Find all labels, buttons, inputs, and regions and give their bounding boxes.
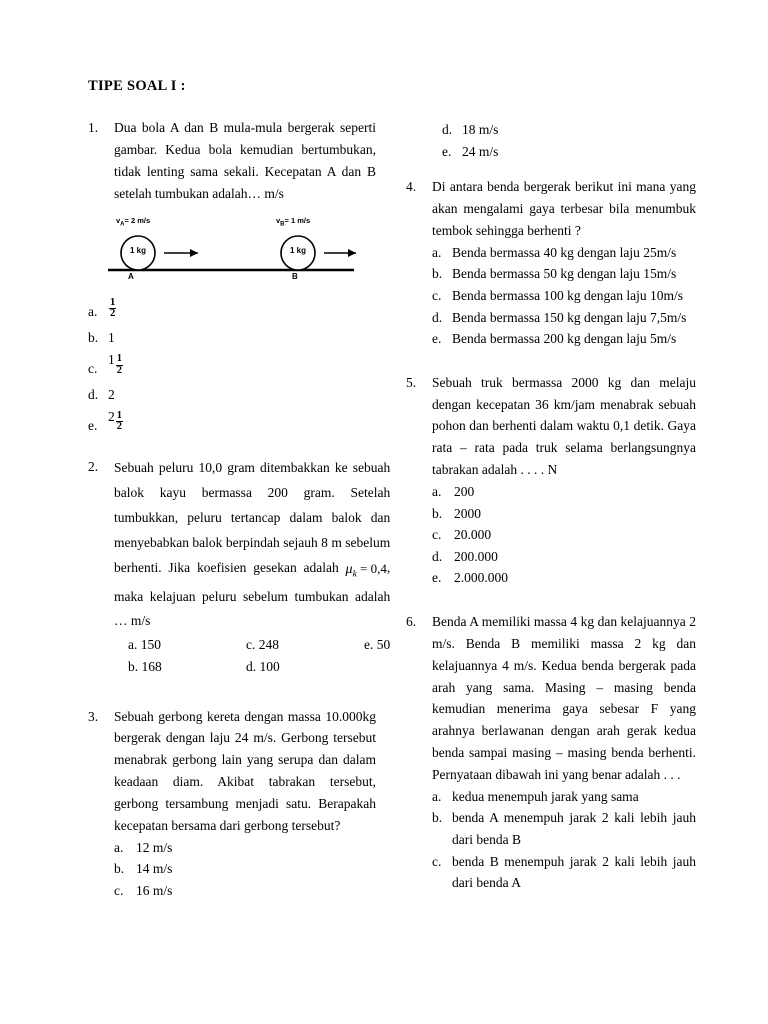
option-text: benda B menempuh jarak 2 kali lebih jauh dari benda A	[452, 853, 696, 891]
option-text: 18 m/s	[462, 122, 499, 137]
option-text: Benda bermassa 40 kg dengan laju 25m/s	[452, 244, 677, 260]
fraction: $\frac{1}{2}$	[110, 296, 116, 320]
option-item	[432, 524, 696, 546]
question-5-options	[432, 481, 696, 589]
page-title: TIPE SOAL I :	[88, 78, 186, 94]
question-4-options	[432, 242, 696, 350]
option-text: benda A menempuh jarak 2 kali lebih jauh dari benda B	[452, 810, 696, 848]
option-value: 1 $\frac{1}{2}$	[108, 352, 123, 376]
option-label: e.	[432, 570, 442, 586]
option-item	[88, 380, 376, 406]
option-text: 20.000	[454, 527, 492, 543]
fraction: $\frac{1}{2}$	[116, 353, 123, 376]
option-item	[432, 328, 696, 350]
question-1-text: Dua bola A dan B mula-mula bergerak seperti gambar. Kedua bola kemudian bertumbukan, tidak lenting sama sekali. Kecepatan A dan B setelah tumbukan adalah… m/s	[114, 120, 376, 201]
option-item	[432, 285, 696, 307]
option-item: d. 100	[246, 659, 280, 675]
option-label: e.	[88, 417, 98, 433]
option-item	[432, 242, 696, 264]
option-text: Benda bermassa 200 kg dengan laju 5m/s	[452, 331, 677, 347]
question-3-options-continued	[406, 119, 696, 162]
option-text: kedua menempuh jarak yang sama	[452, 788, 639, 804]
option-label: e.	[432, 331, 442, 347]
question-3-text: Sebuah gerbong kereta dengan massa 10.000kg bergerak dengan laju 24 m/s. Gerbong tersebut menabrak gerbong lain yang serupa dan dalam keadaan diam. Akibat tabrakan tersebut, gerbong tersambung menjadi satu. Berapakah kecepatan bersama dari gerbong tersebut?	[114, 708, 376, 833]
option-label: a.	[114, 839, 124, 855]
option-label: a.	[432, 788, 442, 804]
option-label: d.	[442, 122, 453, 137]
option-item	[432, 503, 696, 525]
question-6-text: Benda A memiliki massa 4 kg dan kelajuannya 2 m/s. Benda B memiliki massa 2 kg dan kelajuannya 4 m/s. Kedua benda bergerak pada arah yang sama. Masing – masing benda kemudian menerima gaya sebesar F yang arahnya berlawanan dengan arah gerak kedua benda sampai masing – masing benda berhenti. Pernyataan dibawah ini yang benar adalah . . .	[432, 614, 696, 783]
option-label: a.	[88, 304, 98, 320]
option-label: b.	[432, 505, 443, 521]
option-item	[442, 119, 696, 141]
option-item	[88, 349, 376, 380]
option-item: b. 168	[128, 659, 162, 675]
option-value: 1	[108, 330, 115, 346]
option-item	[432, 807, 696, 850]
fraction: $\frac{1}{2}$	[116, 409, 123, 433]
question-2-text-part1: Sebuah peluru 10,0 gram ditembakkan ke sebuah balok kayu bermassa 200 gram. Setelah tumbukkan, peluru tertancap dalam balok dan menyebabkan balok berpindah sejauh 8 m sebelum berhenti. Jika koefisien gesekan adalah	[114, 460, 391, 576]
option-label: c.	[114, 882, 124, 898]
right-column	[406, 117, 696, 908]
question-2-options	[114, 634, 390, 677]
option-item	[114, 837, 376, 859]
option-text: 24 m/s	[462, 143, 499, 159]
option-item	[432, 786, 696, 808]
option-value	[108, 292, 376, 323]
velocity-label-b: $v_B= 1$ m/s	[276, 216, 311, 228]
question-4-text: Di antara benda bergerak berikut ini mana yang akan mengalami gaya terbesar bila menumbuk tembok sehingga berhenti ?	[432, 179, 696, 238]
question-5-number: 5.	[406, 374, 417, 390]
option-item	[432, 546, 696, 568]
question-6	[406, 611, 696, 894]
velocity-label-a: $v_A= 2$ m/s	[116, 216, 151, 228]
question-1	[88, 117, 376, 204]
option-label: c.	[432, 287, 442, 303]
collision-diagram	[106, 218, 364, 286]
option-label: c.	[88, 361, 98, 376]
option-item	[432, 567, 696, 589]
option-text: 12 m/s	[136, 839, 173, 855]
mass-label-a: 1 kg	[129, 246, 146, 256]
option-item: c. 248	[246, 637, 279, 653]
option-text: 2.000.000	[454, 570, 508, 586]
question-1-options	[88, 292, 376, 436]
option-item: e. 50	[364, 637, 391, 653]
question-2	[88, 456, 391, 677]
option-item: a. 150	[128, 637, 161, 653]
two-column-layout	[88, 117, 696, 916]
ball-name-a: A	[128, 272, 134, 282]
option-item	[88, 323, 376, 349]
option-text: 2000	[454, 505, 481, 521]
option-value: 2 $\frac{1}{2}$	[108, 408, 123, 433]
option-text: 16 m/s	[136, 882, 173, 898]
option-label: d.	[432, 309, 443, 325]
question-6-number: 6.	[406, 614, 417, 629]
option-item	[114, 880, 376, 902]
option-label: a.	[432, 484, 442, 500]
option-label: e.	[442, 143, 452, 159]
option-text: 14 m/s	[136, 861, 173, 877]
option-item	[88, 292, 376, 323]
option-text: 200	[454, 484, 475, 500]
question-3	[88, 706, 376, 902]
question-2-number: 2.	[88, 459, 99, 475]
question-5	[406, 372, 696, 589]
option-label: b.	[88, 330, 99, 346]
option-text: Benda bermassa 150 kg dengan laju 7,5m/s	[452, 309, 687, 325]
option-label: c.	[432, 853, 442, 869]
option-item	[442, 141, 696, 163]
question-4-number: 4.	[406, 179, 417, 195]
option-item	[114, 858, 376, 880]
option-label: b.	[432, 810, 443, 826]
option-text: 200.000	[454, 548, 498, 564]
option-text: Benda bermassa 100 kg dengan laju 10m/s	[452, 287, 683, 303]
mass-label-b: 1 kg	[289, 246, 306, 256]
option-label: d.	[88, 387, 99, 402]
question-3-number: 3.	[88, 708, 99, 724]
question-2-text	[114, 456, 390, 634]
option-item	[432, 263, 696, 285]
option-label: b.	[432, 266, 443, 282]
option-item	[88, 406, 376, 437]
option-label: b.	[114, 861, 125, 877]
left-column	[88, 117, 391, 916]
question-4	[406, 176, 696, 350]
option-label: d.	[432, 548, 443, 564]
question-2-text-part2: , maka kelajuan peluru sebelum tumbukan adalah … m/s	[114, 560, 391, 629]
friction-coefficient-formula: $\mu_k = 0,4$	[345, 561, 387, 580]
question-6-options	[432, 786, 696, 894]
ball-name-b: B	[292, 272, 298, 282]
option-item	[432, 481, 696, 503]
option-label: a.	[432, 244, 442, 260]
option-item	[432, 307, 696, 329]
question-3-options	[114, 837, 376, 902]
option-item	[432, 851, 696, 894]
option-label: c.	[432, 527, 442, 543]
option-text: Benda bermassa 50 kg dengan laju 15m/s	[452, 266, 677, 282]
option-value: 2	[108, 387, 115, 402]
question-1-number: 1.	[88, 120, 99, 135]
question-5-text: Sebuah truk bermassa 2000 kg dan melaju dengan kecepatan 36 km/jam menabrak sebuah pohon dan berhenti dalam waktu 0,1 detik. Gaya rata – rata pada truk selama berlangsungnya tabrakan adalah . . . . N	[432, 374, 696, 478]
